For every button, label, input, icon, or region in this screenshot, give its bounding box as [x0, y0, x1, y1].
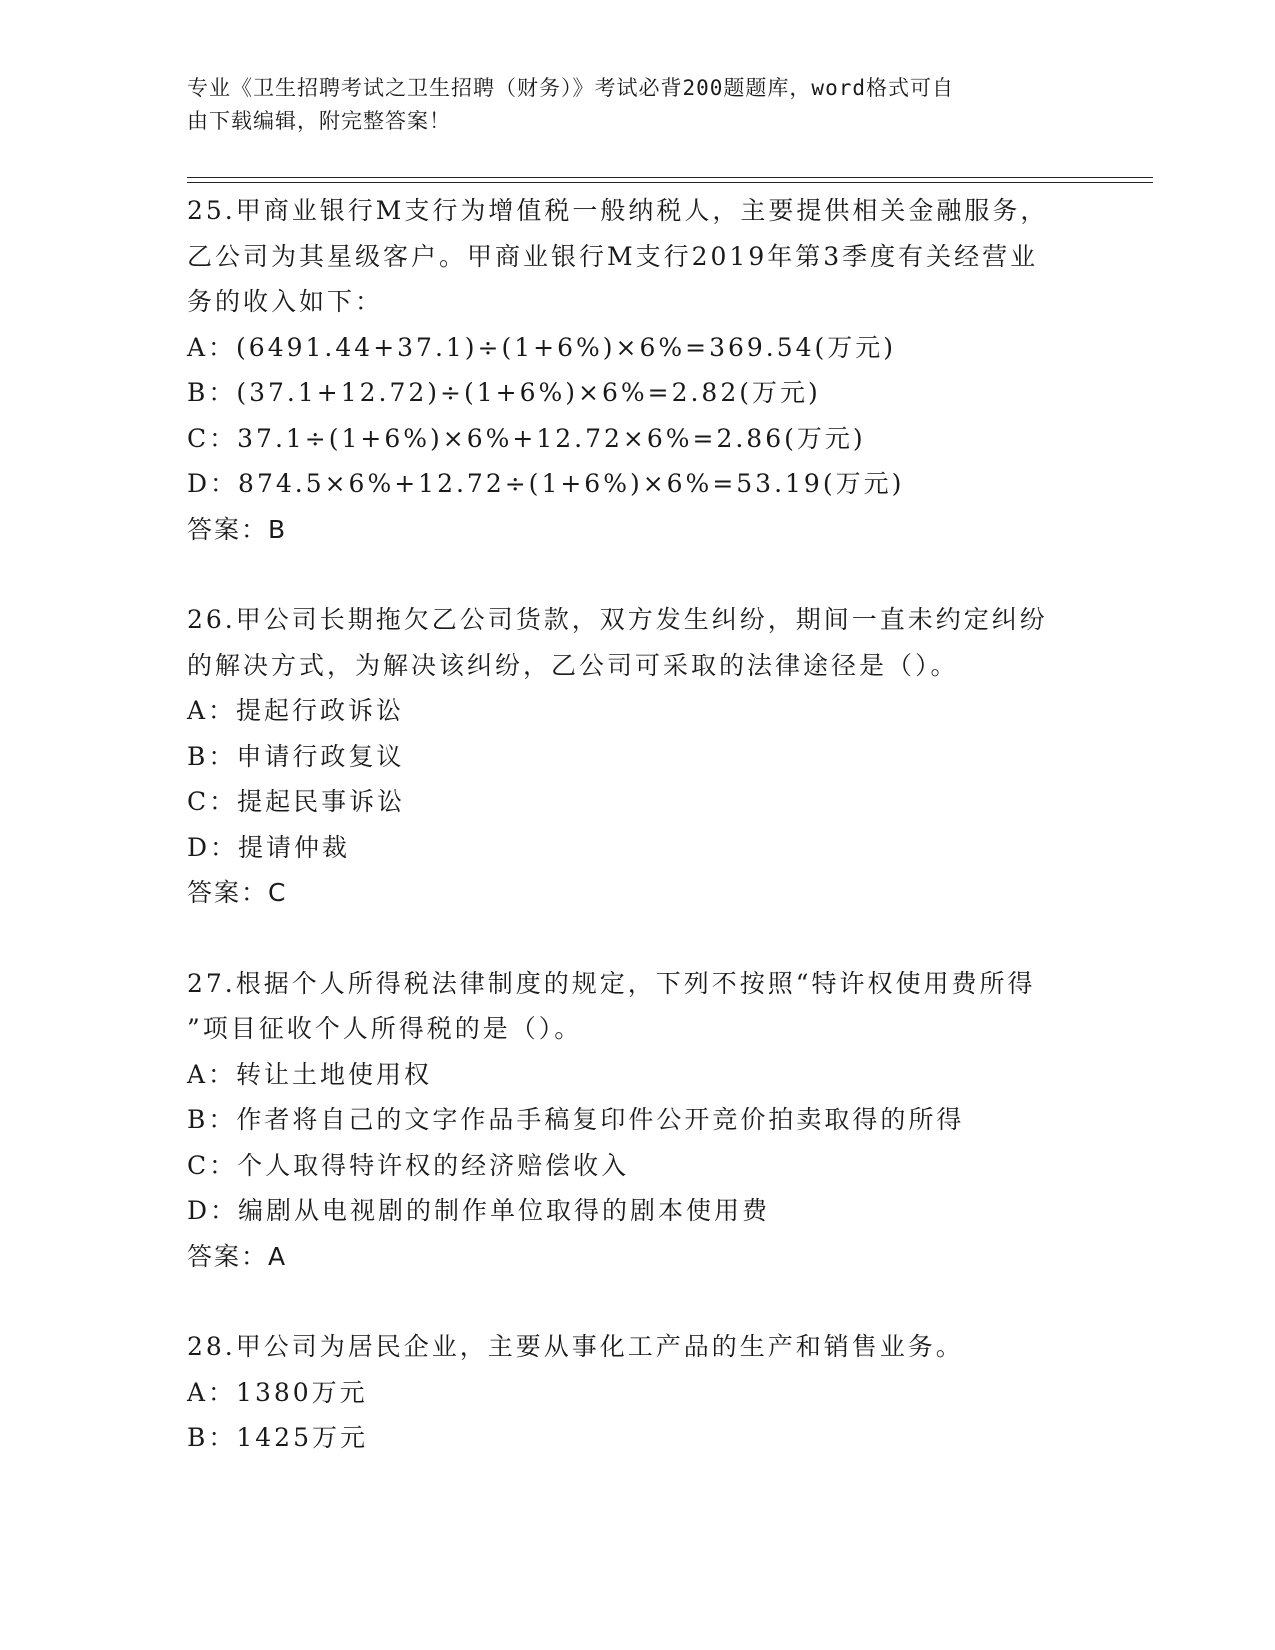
- answer-option: B：作者将自己的文字作品手稿复印件公开竞价拍卖取得的所得: [187, 1105, 965, 1134]
- answer-option: A：1380万元: [187, 1377, 368, 1407]
- header-line: 由下载编辑，附完整答案！: [187, 109, 451, 133]
- question-stem-line: 乙公司为其星级客户。甲商业银行M支行2019年第3季度有关经营业: [187, 241, 1039, 271]
- answer-option: A：提起行政诉讼: [187, 696, 405, 725]
- answer-option: D：编剧从电视剧的制作单位取得的剧本使用费: [187, 1196, 771, 1225]
- document-header: [187, 72, 1067, 138]
- question-block: [187, 188, 1087, 552]
- answer-option: A：转让土地使用权: [187, 1059, 433, 1089]
- answer-key: 答案：B: [187, 514, 288, 544]
- question-stem-line: 26.甲公司长期拖欠乙公司货款，双方发生纠纷，期间一直未约定纠纷: [187, 605, 1048, 634]
- answer-option: B：1425万元: [187, 1423, 368, 1452]
- answer-key: 答案：C: [187, 878, 288, 907]
- answer-option: D：874.5×6%+12.72÷(1+6%)×6%=53.19(万元): [187, 469, 905, 498]
- question-stem-line: 27.根据个人所得税法律制度的规定，下列不按照“特许权使用费所得: [187, 968, 1036, 998]
- header-line: 专业《卫生招聘考试之卫生招聘（财务）》考试必背200题题库，word格式可自: [187, 76, 954, 100]
- question-stem-line: ”项目征收个人所得税的是（）。: [187, 1014, 583, 1043]
- question-stem-line: 务的收入如下：: [187, 287, 384, 316]
- answer-option: C：个人取得特许权的经济赔偿收入: [187, 1150, 630, 1180]
- question-stem-line: 25.甲商业银行M支行为增值税一般纳税人，主要提供相关金融服务，: [187, 196, 1049, 225]
- answer-option: D：提请仲裁: [187, 832, 351, 862]
- question-block: [187, 961, 1087, 1280]
- question-block: [187, 597, 1087, 916]
- answer-option: B：申请行政复议: [187, 741, 405, 771]
- question-stem-line: 28.甲公司为居民企业，主要从事化工产品的生产和销售业务。: [187, 1332, 964, 1361]
- answer-option: C：提起民事诉讼: [187, 787, 406, 816]
- question-block: [187, 1324, 1087, 1461]
- answer-option: C：37.1÷(1+6%)×6%+12.72×6%=2.86(万元): [187, 423, 866, 453]
- answer-option: A：(6491.44+37.1)÷(1+6%)×6%=369.54(万元): [187, 332, 897, 362]
- answer-option: B：(37.1+12.72)÷(1+6%)×6%=2.82(万元): [187, 378, 821, 407]
- question-stem-line: 的解决方式，为解决该纠纷，乙公司可采取的法律途径是（）。: [187, 650, 959, 680]
- header-divider: [187, 182, 1153, 183]
- header-divider: [187, 177, 1153, 178]
- answer-key: 答案：A: [187, 1241, 288, 1271]
- question-list: [187, 188, 1087, 1461]
